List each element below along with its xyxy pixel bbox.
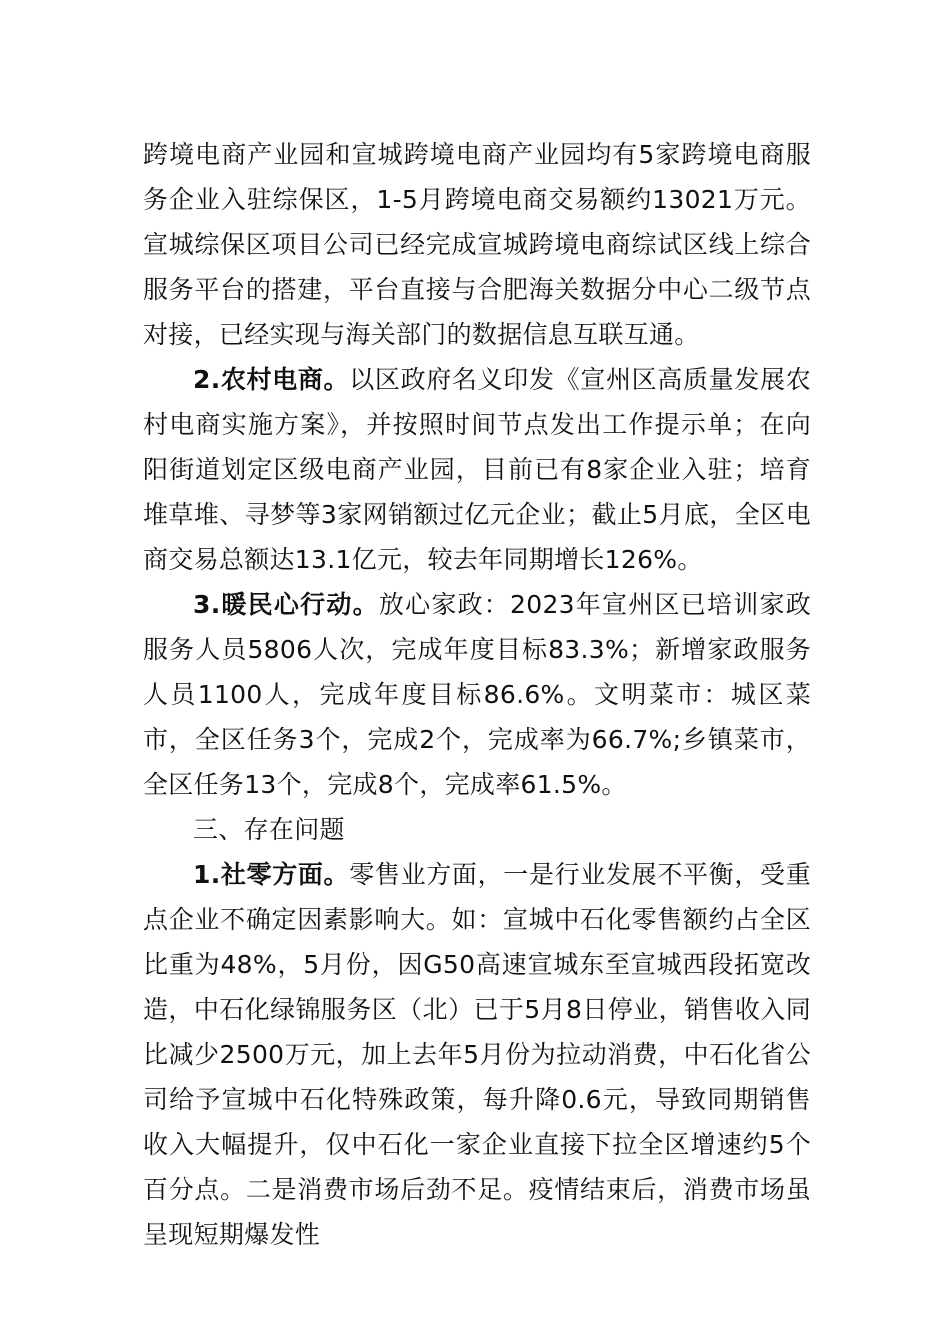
paragraph-warm-hearts-action [143,582,811,807]
paragraph-lead: 2.农村电商。 [193,365,350,394]
paragraph-lead: 3.暖民心行动。 [193,590,379,619]
document-body [143,132,811,1257]
section-heading-problems [143,807,811,852]
paragraph-cross-border-ecommerce [143,132,811,357]
paragraph-text: 放心家政：2023年宣州区已培训家政服务人员5806人次，完成年度目标83.3%；新增家政服务人员1100人，完成年度目标86.6%。文明菜市：城区菜市，全区任务3个，完成2个，完成率为66.7%;乡镇菜市，全区任务13个，完成8个，完成率61.5%。 [143,590,811,799]
paragraph-rural-ecommerce [143,357,811,582]
paragraph-retail-aspect [143,852,811,1257]
paragraph-text: 跨境电商产业园和宣城跨境电商产业园均有5家跨境电商服务企业入驻综保区，1-5月跨境电商交易额约13021万元。宣城综保区项目公司已经完成宣城跨境电商综试区线上综合服务平台的搭建，平台直接与合肥海关数据分中心二级节点对接，已经实现与海关部门的数据信息互联互通。 [143,140,811,349]
paragraph-lead: 1.社零方面。 [193,860,350,889]
paragraph-text: 零售业方面，一是行业发展不平衡，受重点企业不确定因素影响大。如：宣城中石化零售额约占全区比重为48%，5月份，因G50高速宣城东至宣城西段拓宽改造，中石化绿锦服务区（北）已于5月8日停业，销售收入同比减少2500万元，加上去年5月份为拉动消费，中石化省公司给予宣城中石化特殊政策，每升降0.6元，导致同期销售收入大幅提升，仅中石化一家企业直接下拉全区增速约5个百分点。二是消费市场后劲不足。疫情结束后，消费市场虽呈现短期爆发性 [143,860,811,1249]
paragraph-text: 以区政府名义印发《宣州区高质量发展农村电商实施方案》，并按照时间节点发出工作提示单；在向阳街道划定区级电商产业园，目前已有8家企业入驻；培育堆草堆、寻梦等3家网销额过亿元企业；截止5月底，全区电商交易总额达13.1亿元，较去年同期增长126%。 [143,365,811,574]
section-heading-text: 三、存在问题 [193,815,345,844]
